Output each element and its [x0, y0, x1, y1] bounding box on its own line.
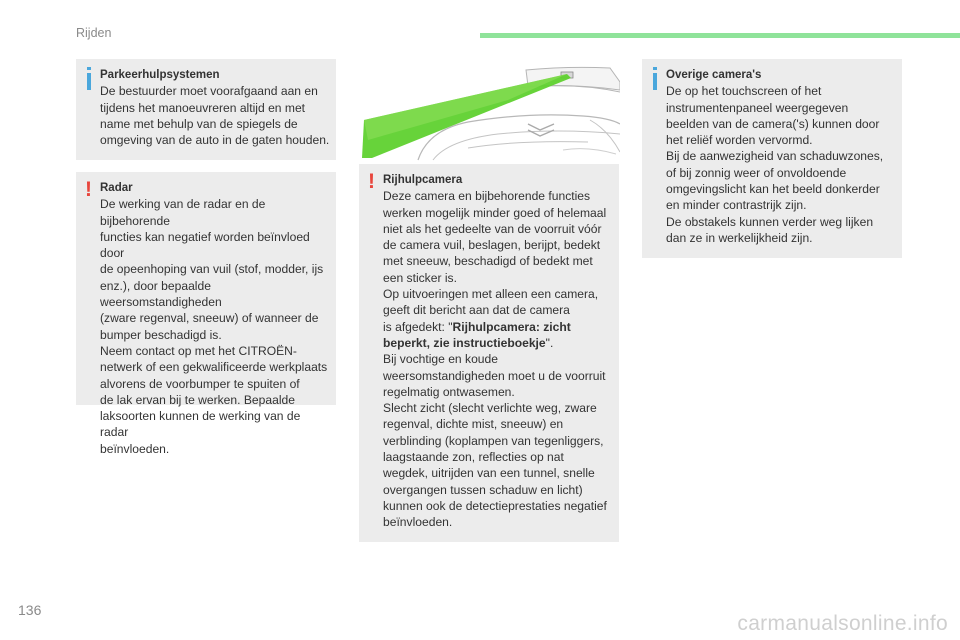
box-heading: Radar: [100, 182, 133, 194]
warning-box-rijhulpcamera: [359, 164, 619, 542]
text-line: bumper beschadigd is.: [100, 327, 222, 342]
text-line: de camera vuil, beslagen, berijpt, bedekt: [383, 238, 601, 253]
text-line: Slecht zicht (slecht verlichte weg, zware: [383, 401, 597, 416]
text-line: geeft dit bericht aan dat de camera: [383, 303, 570, 318]
text-line: kunnen ook de detectieprestaties negatief: [383, 498, 607, 513]
box-content: [666, 67, 896, 246]
text-line: werken mogelijk minder goed of helemaal: [383, 205, 607, 220]
text-line: name met behulp van de spiegels de: [100, 116, 298, 131]
text-line: De werking van de radar en de bijbehorende: [100, 197, 266, 228]
text-line: De op het touchscreen of het: [666, 84, 822, 99]
box-lines: [666, 83, 896, 246]
text-line: De bestuurder moet voorafgaand aan en: [100, 84, 318, 99]
box-heading: Overige camera's: [666, 69, 762, 81]
box-content: [100, 180, 330, 457]
box-content: [100, 67, 330, 148]
box-content: [383, 172, 613, 531]
watermark: carmanualsonline.info: [737, 612, 948, 635]
text-line: laksoorten kunnen de werking van de radar: [100, 409, 301, 440]
text-line: netwerk of een gekwalificeerde werkplaats: [100, 360, 328, 375]
text-line: functies kan negatief worden beïnvloed door: [100, 229, 310, 261]
text-line: Neem contact op met het CITROËN-: [100, 343, 297, 358]
text-line: regenval, dichte mist, sneeuw) en: [383, 417, 564, 432]
text-line: instrumentenpaneel weergegeven: [666, 100, 849, 115]
page-number: 136: [18, 602, 42, 618]
camera-message-line: beperkt, zie instructieboekje".: [383, 335, 554, 350]
warning-box-radar: [76, 172, 336, 456]
text-line: met sneeuw, beschadigd of bedekt met: [383, 254, 593, 269]
text-line: weersomstandigheden moet u de voorruit: [383, 368, 606, 383]
box-lines: [100, 83, 330, 148]
text-line: niet als het gedeelte van de voorruit vóór: [383, 221, 602, 236]
text-line: De obstakels kunnen verder weg lijken: [666, 214, 874, 229]
text-line: Bij vochtige en koude: [383, 352, 498, 367]
info-icon: [653, 67, 657, 89]
text-line: een sticker is.: [383, 270, 457, 285]
info-box-parkeerhulpsystemen: [76, 59, 336, 160]
text-line: de lak ervan bij te werken. Bepaalde: [100, 392, 295, 407]
section-title: Rijden: [76, 26, 112, 40]
text-line: dan ze in werkelijkheid zijn.: [666, 230, 813, 245]
info-box-overige-cameras: [642, 59, 902, 258]
camera-message-bold: beperkt, zie instructieboekje: [383, 335, 546, 350]
info-icon: [87, 67, 91, 89]
text-line: beelden van de camera('s) kunnen door: [666, 116, 880, 131]
text-line: Deze camera en bijbehorende functies: [383, 189, 591, 204]
text-line: wegdek, uitrijden van een tunnel, snelle: [383, 466, 595, 481]
text-line: omgevingslicht kan het beeld donkerder: [666, 182, 880, 197]
warning-icon: !: [85, 178, 92, 201]
text-line: verblinding (koplampen van tegenliggers,: [383, 433, 604, 448]
camera-message-line: is afgedekt: "Rijhulpcamera: zicht: [383, 319, 571, 334]
box-lines: [383, 188, 613, 318]
text-line: laagstaande zon, reflecties op nat: [383, 450, 564, 465]
text-line: alvorens de voorbumper te spuiten of: [100, 376, 300, 391]
warning-icon: !: [368, 170, 375, 193]
text-line: omgeving van de auto in de gaten houden.: [100, 133, 330, 148]
text-line: Bij de aanwezigheid van schaduwzones,: [666, 149, 884, 164]
box-lines: [100, 196, 330, 457]
box-heading: Parkeerhulpsystemen: [100, 69, 220, 81]
text-line: enz.), door bepaalde weersomstandigheden: [100, 278, 222, 310]
box-heading: Rijhulpcamera: [383, 174, 463, 186]
text-line: overgangen tussen schaduw en licht): [383, 482, 583, 497]
text-line: beïnvloeden.: [383, 515, 453, 530]
text-line: (zware regenval, sneeuw) of wanneer de: [100, 311, 319, 326]
text-line: tijdens het manoeuvreren altijd en met: [100, 100, 306, 115]
text-line: beïnvloeden.: [100, 441, 170, 456]
text-line: Op uitvoeringen met alleen een camera,: [383, 287, 599, 302]
text-line: en minder contrastrijk zijn.: [666, 198, 807, 213]
box-lines: [383, 351, 613, 530]
text-line: het reliëf worden vervormd.: [666, 133, 813, 148]
text-line: of bij zonnig weer of onvoldoende: [666, 165, 847, 180]
text-line: de opeenhoping van vuil (stof, modder, ijs: [100, 262, 324, 277]
section-accent-bar: [480, 33, 960, 38]
windshield-camera-illustration: [358, 60, 620, 162]
text-line: regelmatig ontwasemen.: [383, 384, 515, 399]
camera-message-bold: Rijhulpcamera: zicht: [452, 319, 571, 334]
